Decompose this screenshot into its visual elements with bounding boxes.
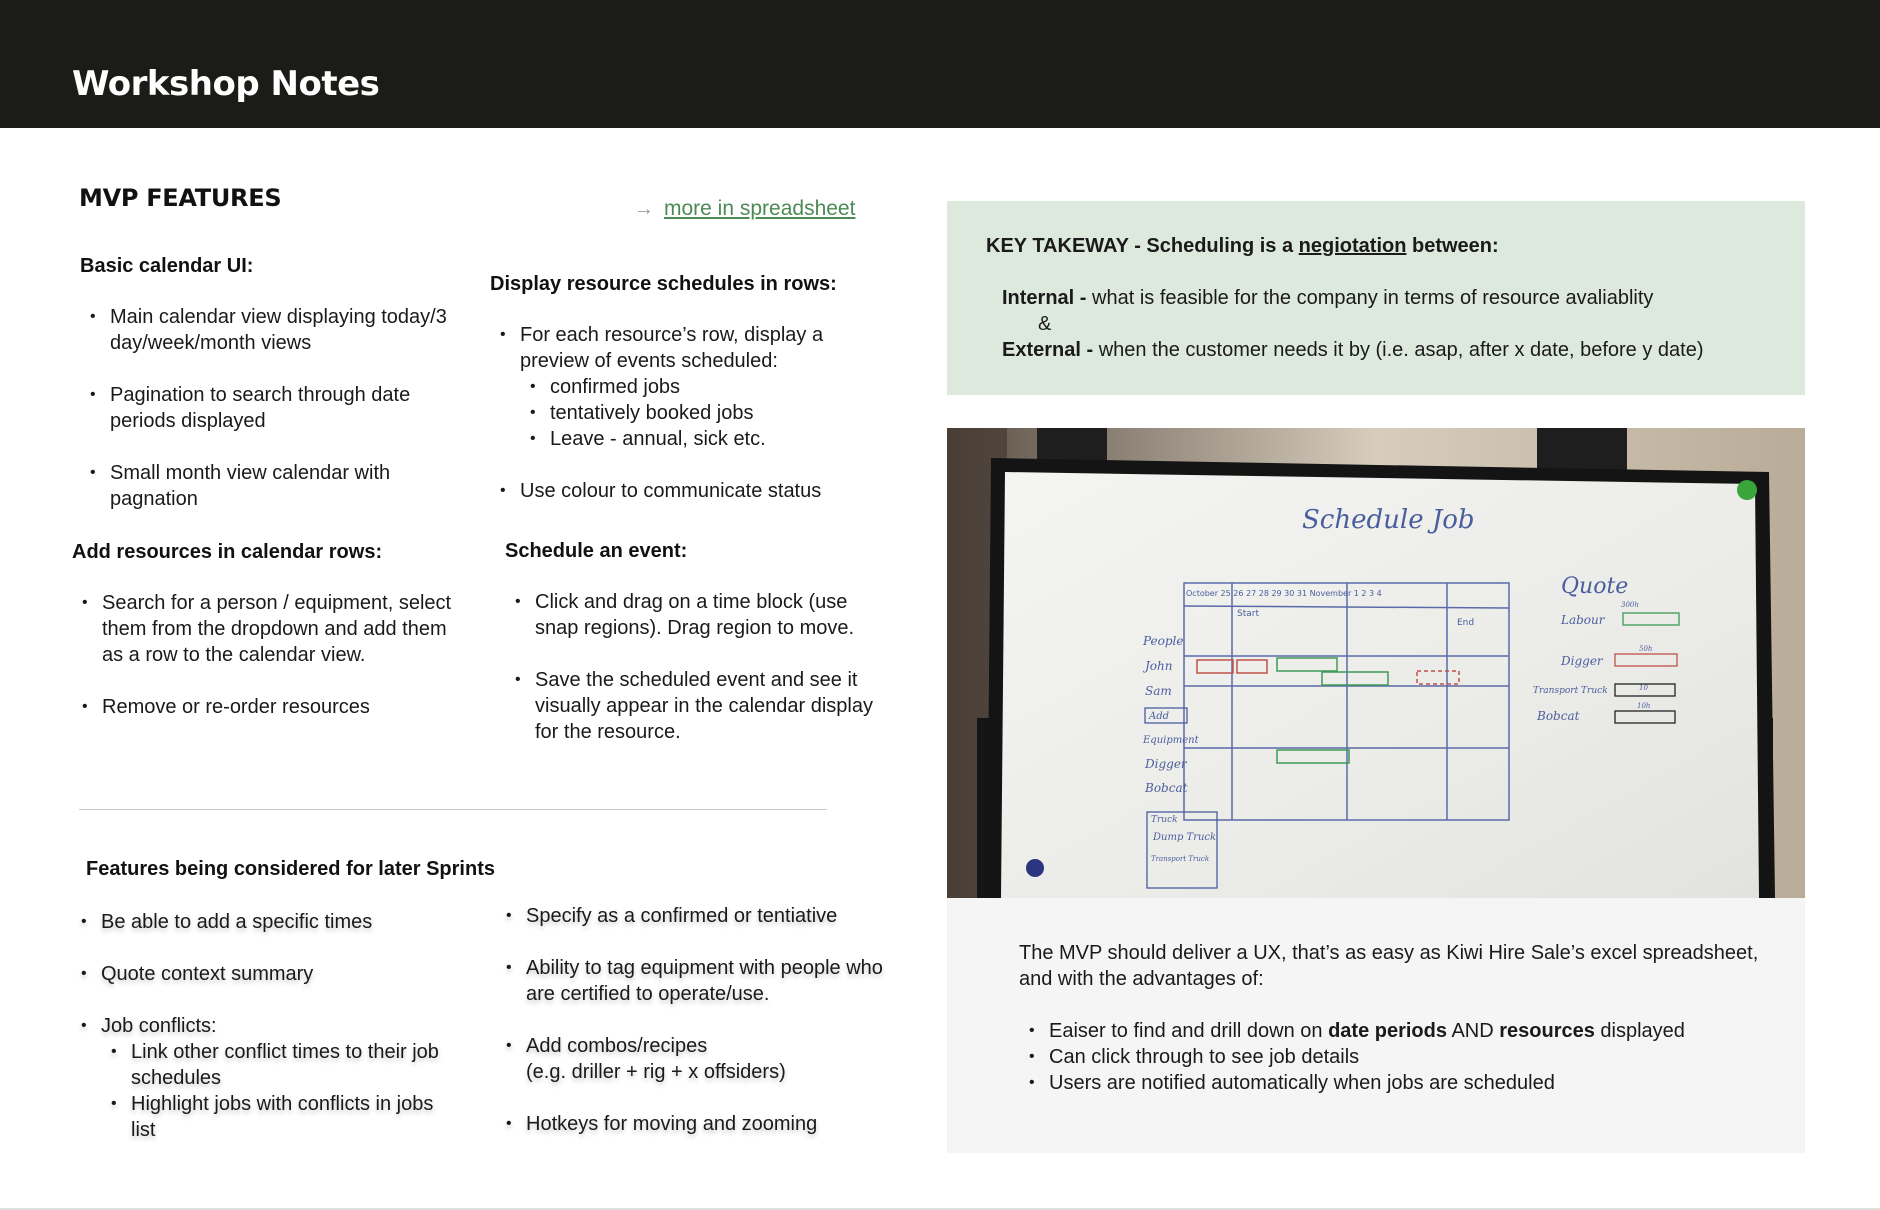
whiteboard-equipment: Digger xyxy=(1145,757,1187,771)
later-sprints-heading: Features being considered for later Sprints xyxy=(86,858,495,880)
whiteboard-person: Sam xyxy=(1145,684,1172,698)
whiteboard-quote-value: 10h xyxy=(1637,702,1651,710)
list-item: • Pagination to search through date periods displayed xyxy=(80,382,460,434)
mvp-features-heading: MVP FEATURES xyxy=(79,184,282,212)
page-header xyxy=(0,0,1880,128)
add-resources-list xyxy=(72,590,462,720)
more-in-spreadsheet-link[interactable]: more in spreadsheet xyxy=(664,197,856,220)
takeaway-title: KEY TAKEWAY - Scheduling is a negiotation between: xyxy=(986,235,1499,257)
list-item: • Click and drag on a time block (use snap regions). Drag region to move. xyxy=(505,589,895,641)
schedule-event-heading: Schedule an event: xyxy=(505,540,688,562)
takeaway-ampersand: & xyxy=(1038,313,1052,335)
list-item: • Can click through to see job details xyxy=(1019,1044,1685,1070)
list-item: • Job conflicts: • Link other conflict times to their job schedules • Highlight jobs with conflicts in jobs list xyxy=(71,1013,461,1143)
list-item: • Main calendar view displaying today/3 day/week/month views xyxy=(80,304,460,356)
list-item: • tentatively booked jobs xyxy=(520,400,890,426)
display-resources-list xyxy=(490,322,890,504)
takeaway-internal: Internal - what is feasible for the company in terms of resource avaliablity xyxy=(1002,287,1654,309)
whiteboard-end-label: End xyxy=(1457,618,1475,628)
list-item: • Save the scheduled event and see it visually appear in the calendar display for the resource. xyxy=(505,667,895,745)
whiteboard-quote-value: 50h xyxy=(1639,645,1653,653)
list-item: • For each resource’s row, display a preview of events scheduled: • confirmed jobs • tentatively booked jobs • Leave - annual, sick etc. xyxy=(490,322,890,452)
whiteboard-truck: Transport Truck xyxy=(1151,855,1210,863)
list-item: • Remove or re-order resources xyxy=(72,694,462,720)
list-item: • Add combos/recipes (e.g. driller + rig + x offsiders) xyxy=(496,1033,896,1085)
whiteboard-equipment-label: Equipment xyxy=(1143,735,1199,746)
summary-list xyxy=(1019,1018,1685,1096)
whiteboard-truck: Dump Truck xyxy=(1153,832,1217,843)
whiteboard-people-label: People xyxy=(1143,634,1184,648)
display-resources-section xyxy=(490,273,890,530)
whiteboard-quote-item: Digger xyxy=(1561,654,1603,668)
later-right-list xyxy=(496,903,896,1137)
status-sub-list xyxy=(520,374,890,452)
whiteboard-calendar-header: October 25 26 27 28 29 30 31 November 1 2 3 4 xyxy=(1186,589,1382,598)
later-right-column xyxy=(496,903,896,1163)
list-item: • Use colour to communicate status xyxy=(490,478,890,504)
list-item: • confirmed jobs xyxy=(520,374,890,400)
conflicts-sub-list xyxy=(101,1039,461,1143)
add-resources-heading: Add resources in calendar rows: xyxy=(72,541,383,563)
basic-calendar-list xyxy=(80,304,460,512)
later-left-column xyxy=(71,909,461,1169)
list-item: • Link other conflict times to their job schedules xyxy=(101,1039,461,1091)
basic-calendar-heading: Basic calendar UI: xyxy=(80,255,254,277)
whiteboard-start-label: Start xyxy=(1237,609,1259,619)
mvp-summary-panel xyxy=(947,898,1805,1153)
summary-intro: The MVP should deliver a UX, that’s as easy as Kiwi Hire Sale’s excel spreadsheet, and with the advantages of: xyxy=(1019,942,1759,990)
spreadsheet-link-row[interactable] xyxy=(634,197,855,221)
page-title: Workshop Notes xyxy=(72,64,380,104)
list-item: • Users are notified automatically when jobs are scheduled xyxy=(1019,1070,1685,1096)
list-item: • Small month view calendar with pagnation xyxy=(80,460,460,512)
whiteboard-quote-label: Quote xyxy=(1561,574,1629,599)
whiteboard-quote-value: 10 xyxy=(1639,684,1648,692)
key-takeaway-panel xyxy=(947,201,1805,395)
whiteboard-person: John xyxy=(1145,659,1173,673)
whiteboard-equipment: Bobcat xyxy=(1145,781,1188,795)
list-item: • Leave - annual, sick etc. xyxy=(520,426,890,452)
section-divider xyxy=(79,809,827,810)
whiteboard-add-label: Add xyxy=(1149,711,1170,722)
schedule-event-list xyxy=(505,589,895,745)
whiteboard-illustration xyxy=(947,428,1805,898)
list-item: • Quote context summary xyxy=(71,961,461,987)
display-resources-heading: Display resource schedules in rows: xyxy=(490,273,837,295)
list-item: • Specify as a confirmed or tentiative xyxy=(496,903,896,929)
arrow-right-icon: → xyxy=(634,197,654,220)
list-item: • Be able to add a specific times xyxy=(71,909,461,935)
whiteboard-title: Schedule Job xyxy=(1302,505,1475,535)
whiteboard-quote-value: 300h xyxy=(1621,601,1639,609)
takeaway-external: External - when the customer needs it by (i.e. asap, after x date, before y date) xyxy=(1002,339,1704,361)
whiteboard-quote-item: Transport Truck xyxy=(1533,686,1608,696)
whiteboard-quote-item: Bobcat xyxy=(1537,709,1580,723)
add-resources-section xyxy=(72,541,462,746)
list-item: • Highlight jobs with conflicts in jobs list xyxy=(101,1091,461,1143)
list-item: • Search for a person / equipment, select them from the dropdown and add them as a row to the calendar view. xyxy=(72,590,462,668)
whiteboard-truck-label: Truck xyxy=(1151,815,1178,825)
whiteboard-photo xyxy=(947,428,1805,898)
later-left-list xyxy=(71,909,461,1143)
list-item: • Ability to tag equipment with people who are certified to operate/use. xyxy=(496,955,896,1007)
list-item: • Hotkeys for moving and zooming xyxy=(496,1111,896,1137)
list-item: • Eaiser to find and drill down on date periods AND resources displayed xyxy=(1019,1018,1685,1044)
schedule-event-section xyxy=(505,540,895,771)
basic-calendar-section xyxy=(80,255,460,538)
whiteboard-quote-item: Labour xyxy=(1561,613,1605,627)
